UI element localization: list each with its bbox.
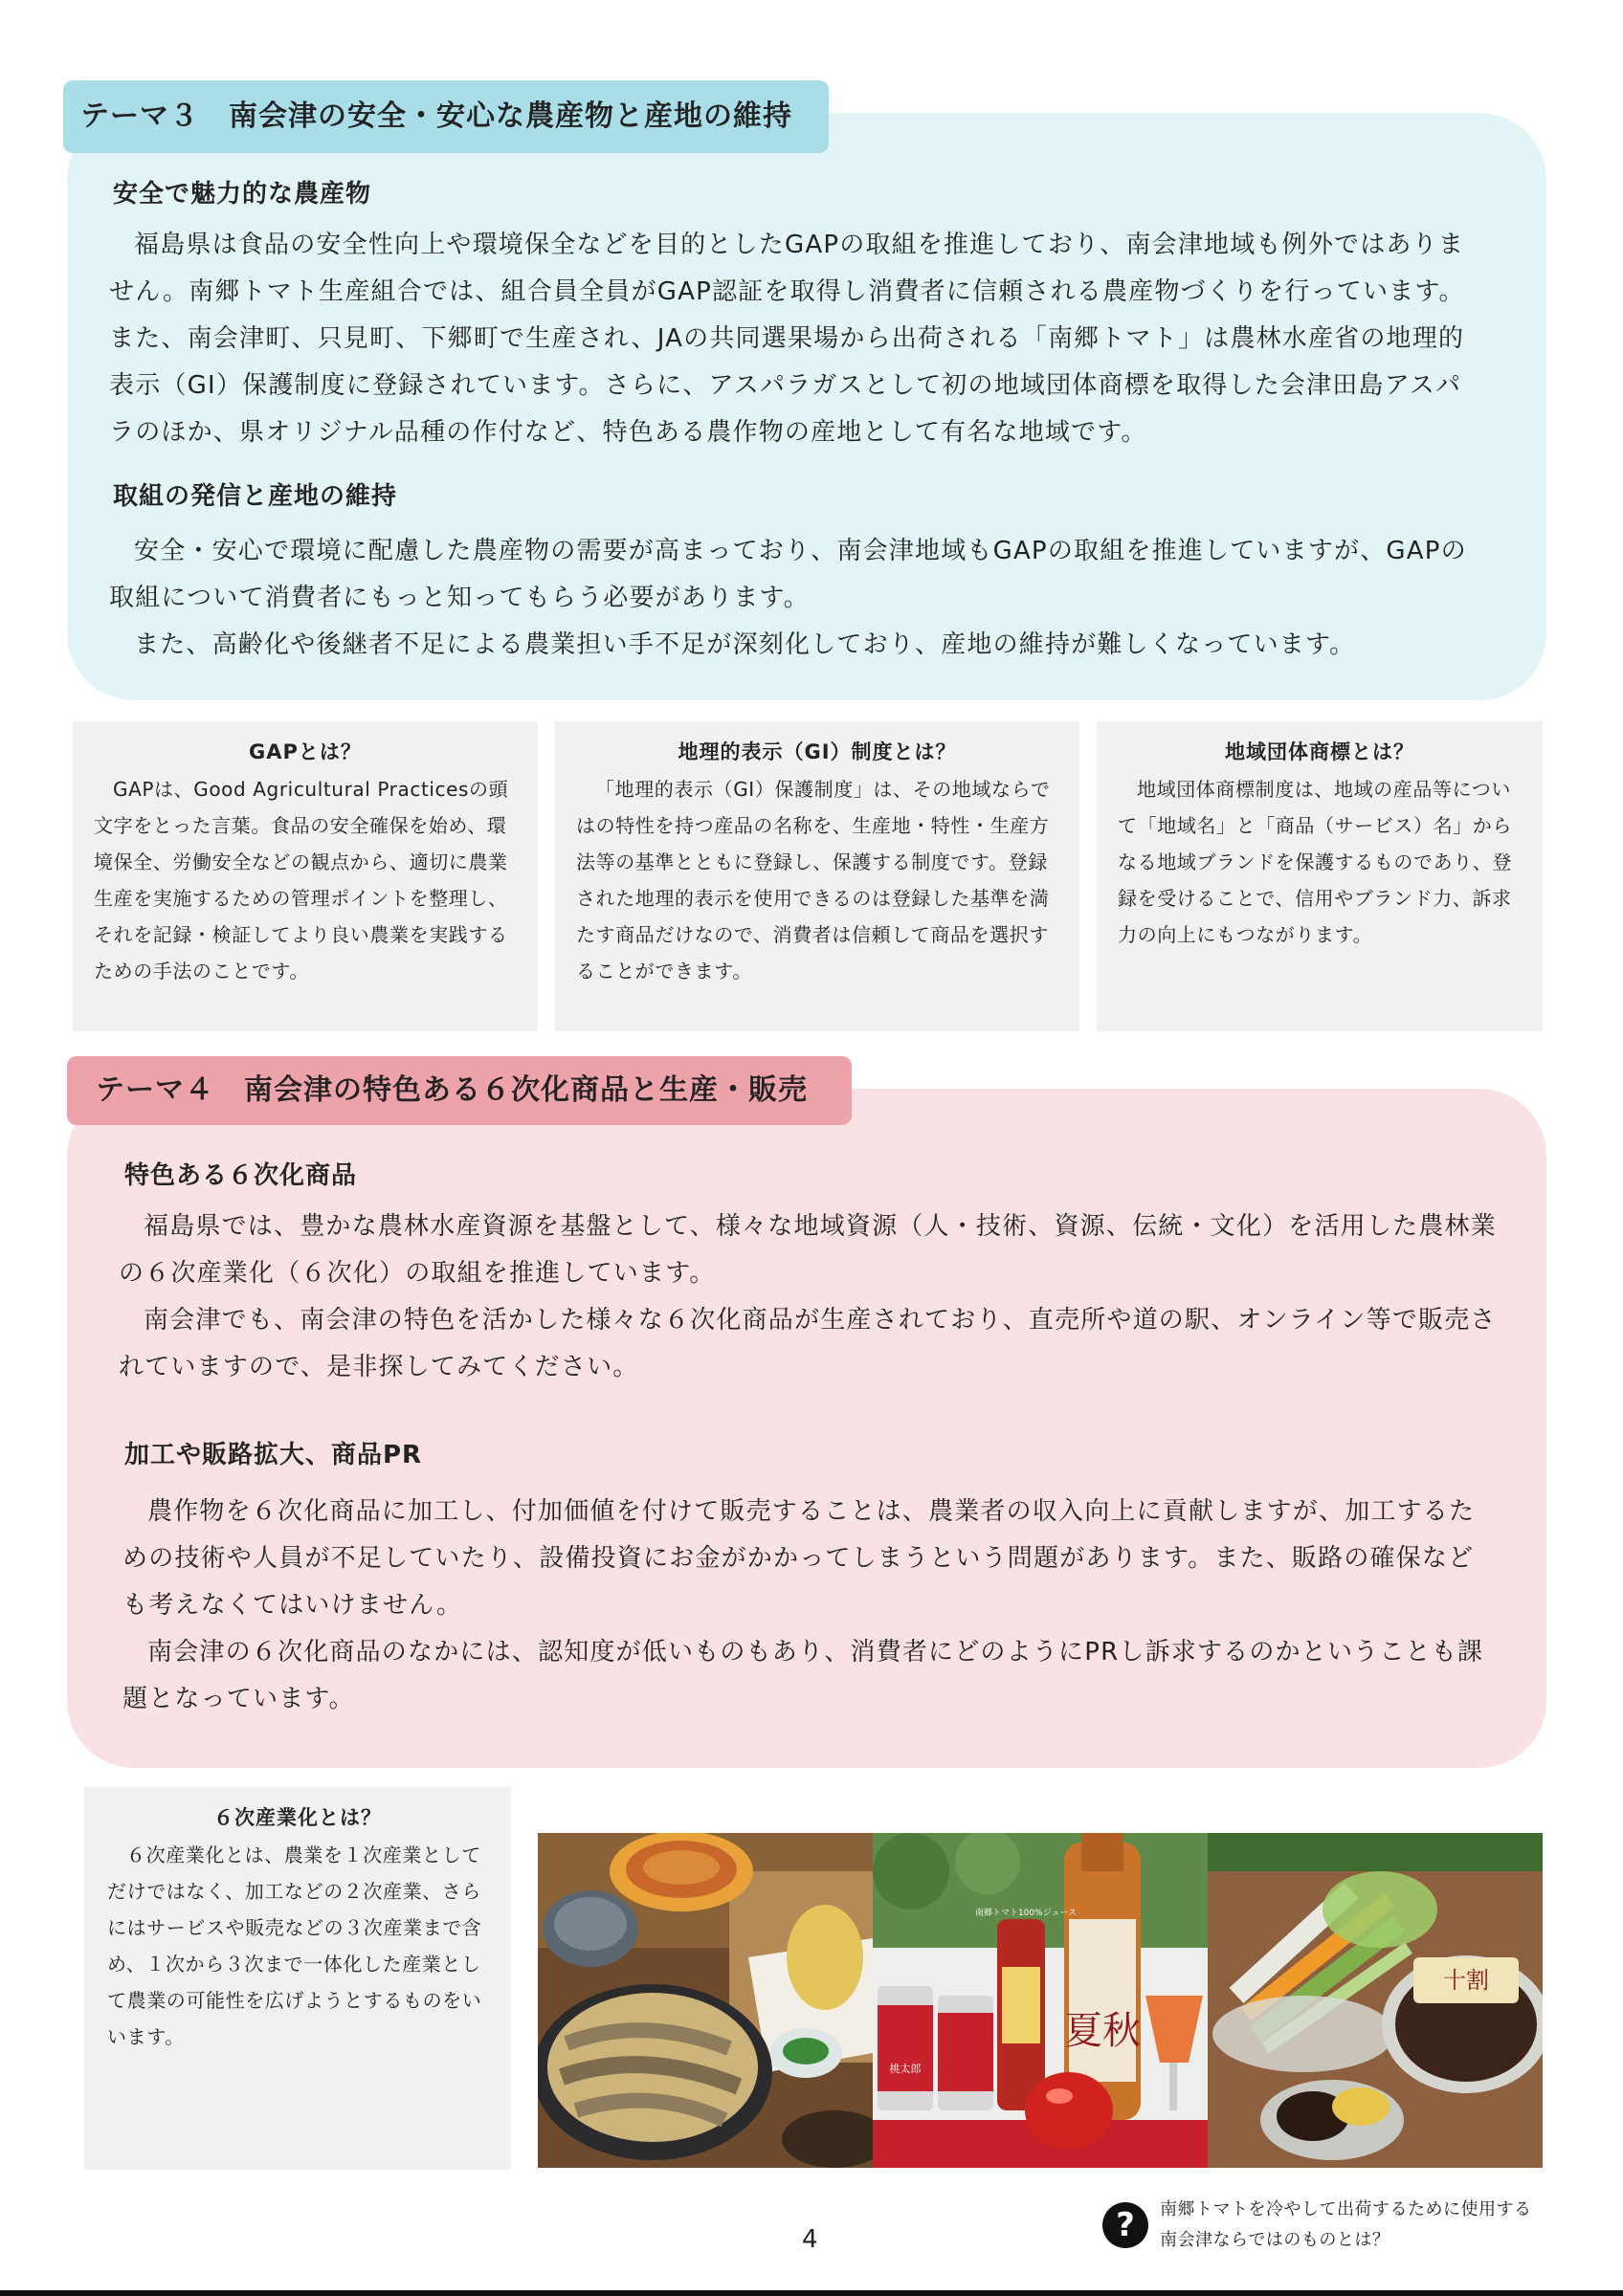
info-box-title: GAPとは？ — [249, 740, 362, 763]
info-box-gap — [73, 721, 538, 1031]
miso-label: 十割 — [1443, 1967, 1489, 1994]
photo-fish-rice-dish — [538, 1833, 873, 2168]
theme4-heading-processing-pr: 加工や販路拡大、商品PR — [124, 1441, 423, 1469]
info-box-title: ６次産業化とは？ — [213, 1806, 382, 1829]
info-box-sixth-industry — [84, 1787, 511, 2170]
theme3-heading-safe-products: 安全で魅力的な農産物 — [113, 180, 372, 209]
theme4-paragraph-processing-pr: 農作物を６次化商品に加工し、付加価値を付けて販売することは、農業者の収入向上に貢献しますが、加工するための技術や人員が不足していたり、設備投資にお金がかかってしまうという問題があります。また、販路の確保なども考えなくてはいけません。 南会津の６次化商品のなかには、認知度が低いものもあり、消費者にどのようにPRし訴求するのかということも課題となっています。 — [122, 1497, 1484, 1713]
can-label: 桃太郎 — [889, 2063, 922, 2075]
theme3-tab: テーマ３ 南会津の安全・安心な農産物と産地の維持 — [63, 80, 829, 153]
info-box-title: 地理的表示（GI）制度とは？ — [678, 740, 957, 763]
info-box-regional-trademark — [1097, 721, 1543, 1031]
theme4-tab: テーマ４ 南会津の特色ある６次化商品と生産・販売 — [67, 1056, 852, 1125]
info-box-gi — [555, 721, 1079, 1031]
photo-vegetable-sticks-miso — [1208, 1833, 1543, 2168]
theme3-heading-outreach: 取組の発信と産地の維持 — [113, 482, 398, 511]
info-box-body: ６次産業化とは、農業を１次産業としてだけではなく、加工などの２次産業、さらにはサービスや販売などの３次産業まで含め、１次から３次まで一体化した産業として農業の可能性を広げようとするものをいいます。 — [107, 1843, 482, 2048]
juice-bottle-label: 夏秋 — [1064, 2009, 1141, 2053]
bottle-tag: 南郷トマト100%ジュース — [974, 1909, 1078, 1918]
info-box-title: 地域団体商標とは？ — [1225, 740, 1414, 763]
bottom-rule — [0, 2290, 1623, 2296]
page-number: 4 — [802, 2225, 818, 2254]
theme4-paragraph-products: 福島県では、豊かな農林水産資源を基盤として、様々な地域資源（人・技術、資源、伝統・文化）を活用した農林業の６次産業化（６次化）の取組を推進しています。 南会津でも、南会津の特色を活かした様々な６次化商品が生産されており、直売所や道の駅、オンライン等で販売されていますので、是非探してみてください。 — [119, 1212, 1497, 1381]
quiz-question: 南郷トマトを冷やして出荷するために使用する 南会津ならではのものとは？ — [1160, 2199, 1532, 2250]
info-box-body: 「地理的表示（GI）保護制度」は、その地域ならではの特性を持つ産品の名称を、生産地・特性・生産方法等の基準とともに登録し、保護する制度です。登録された地理的表示を使用できるのは登録した基準を満たす商品だけなので、消費者は信頼して商品を選択することができます。 — [576, 778, 1051, 982]
info-box-body: GAPは、Good Agricultural Practicesの頭文字をとった言葉。食品の安全確保を始め、環境保全、労働安全などの観点から、適切に農業生産を実施するための管理ポイントを整理し、それを記録・検証してより良い農業を実践するための手法のことです。 — [94, 778, 509, 982]
question-icon: ? — [1102, 2202, 1148, 2248]
photo-tomato-juice-products — [873, 1833, 1208, 2168]
theme3-paragraph-outreach: 安全・安心で環境に配慮した農産物の需要が高まっており、南会津地域もGAPの取組を推進していますが、GAPの取組について消費者にもっと知ってもらう必要があります。 また、高齢化や後継者不足による農業担い手不足が深刻化しており、産地の維持が難しくなっています。 — [109, 537, 1467, 659]
theme3-paragraph-safe-products: 福島県は食品の安全性向上や環境保全などを目的としたGAPの取組を推進しており、南会津地域も例外ではありません。南郷トマト生産組合では、組合員全員がGAP認証を取得し消費者に信頼される農産物づくりを行っています。また、南会津町、只見町、下郷町で生産され、JAの共同選果場から出荷される「南郷トマト」は農林水産省の地理的表示（GI）保護制度に登録されています。さらに、アスパラガスとして初の地域団体商標を取得した会津田島アスパラのほか、県オリジナル品種の作付など、特色ある農作物の産地として有名な地域です。 — [109, 231, 1465, 447]
info-box-body: 地域団体商標制度は、地域の産品等について「地域名」と「商品（サービス）名」からなる地域ブランドを保護するものであり、登録を受けることで、信用やブランド力、訴求力の向上にもつながります。 — [1118, 778, 1512, 946]
theme4-heading-products: 特色ある６次化商品 — [124, 1161, 358, 1190]
